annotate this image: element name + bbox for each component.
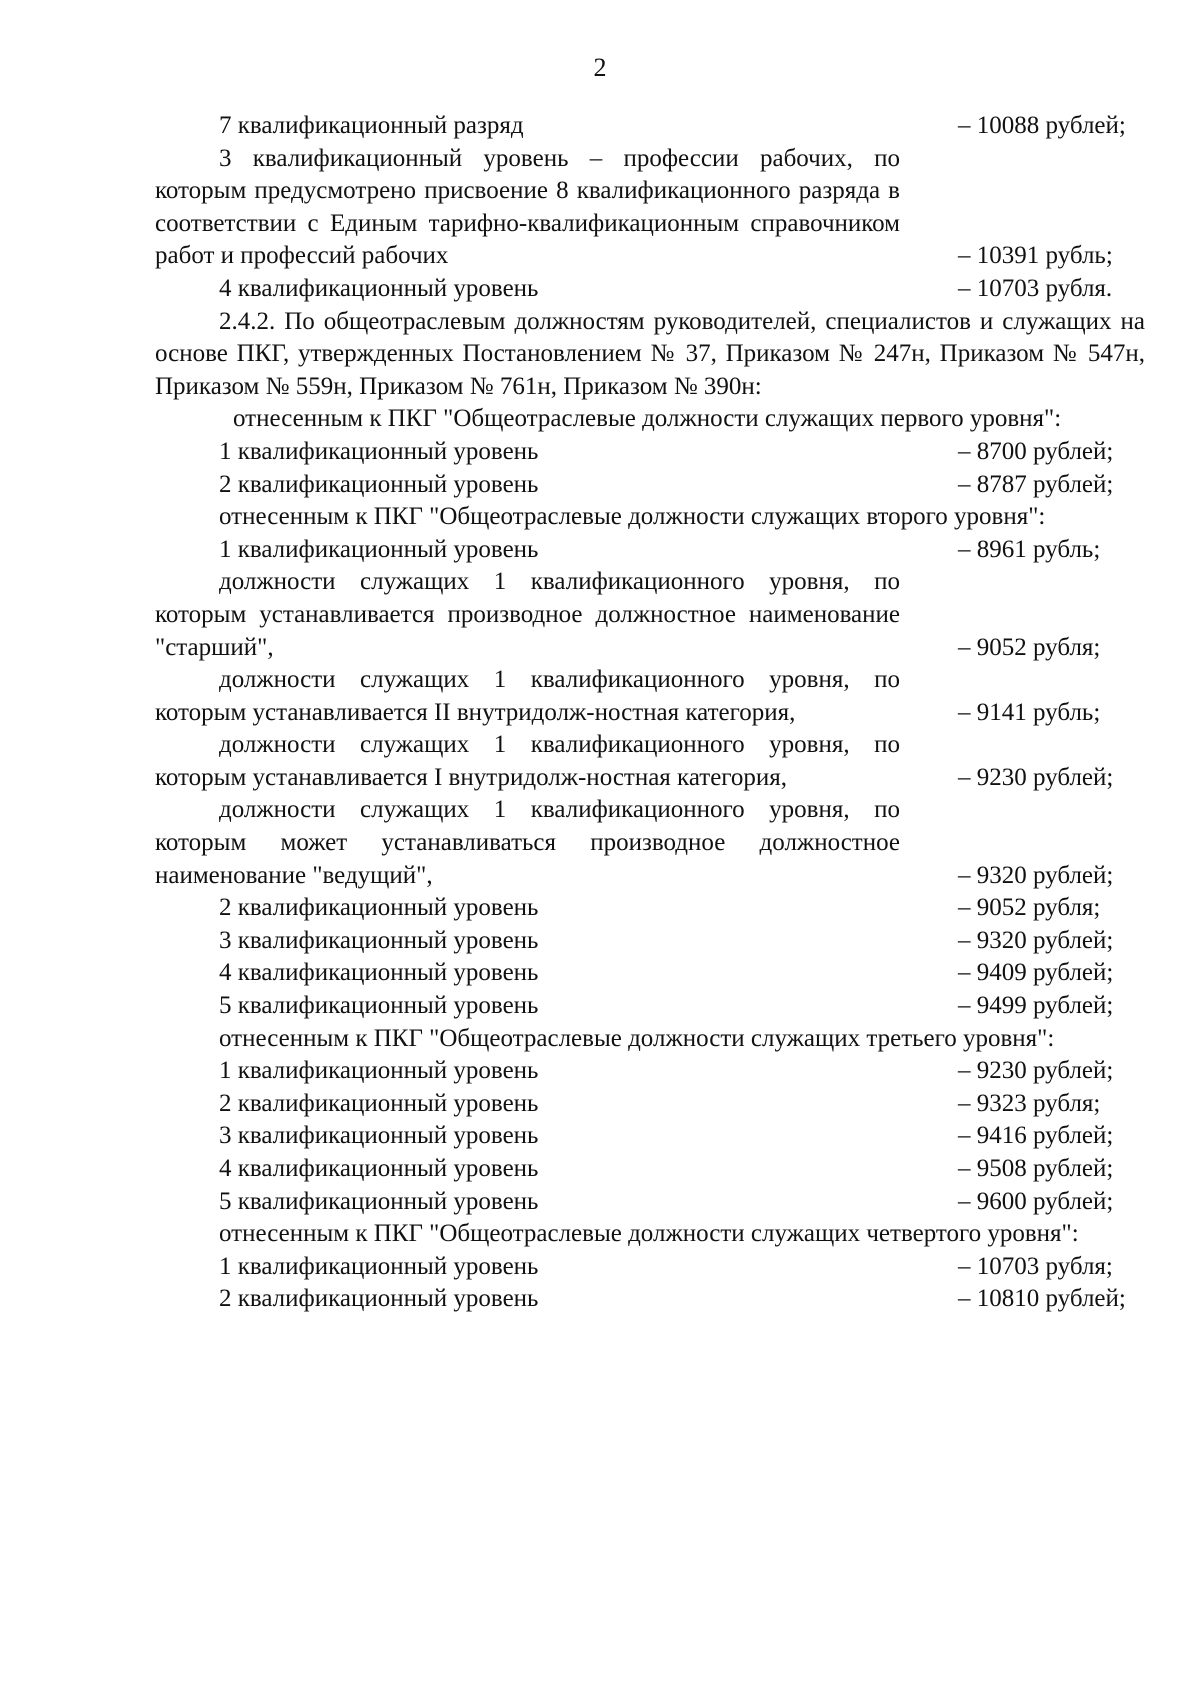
tariff-row-label: 3 квалификационный уровень xyxy=(219,926,539,954)
tariff-row-amount: – 9409 рублей; xyxy=(958,959,1114,987)
tariff-row-label: 3 квалификационный уровень – профессии рабочих, по которым предусмотрено присвоение 8 квалификационного разряда в соответствии с Единым тарифно-квалификационным справочником работ и профессий рабочих xyxy=(155,144,900,270)
tariff-row-label: 2 квалификационный уровень xyxy=(219,1285,539,1313)
section-paragraph: отнесенным к ПКГ "Общеотраслевые должности служащих первого уровня": xyxy=(233,405,1062,433)
tariff-row-amount: – 9416 рублей; xyxy=(958,1122,1114,1150)
tariff-row xyxy=(155,273,1145,306)
tariff-row-label: 1 квалификационный уровень xyxy=(219,1057,539,1085)
tariff-row-label: 2 квалификационный уровень xyxy=(219,894,539,922)
tariff-row xyxy=(155,1055,1145,1088)
tariff-row xyxy=(155,1186,1145,1219)
tariff-row xyxy=(155,143,1145,273)
tariff-row-amount: – 9600 рублей; xyxy=(958,1187,1114,1215)
tariff-row xyxy=(155,566,1145,664)
tariff-row-label: должности служащих 1 квалификационного уровня, по которым устанавливается II внутридолж-ностная категория, xyxy=(155,666,900,726)
tariff-row xyxy=(155,925,1145,958)
tariff-row xyxy=(155,957,1145,990)
tariff-row-label: 2 квалификационный уровень xyxy=(219,1089,539,1117)
tariff-row-label: 5 квалификационный уровень xyxy=(219,1187,539,1215)
tariff-row-label: должности служащих 1 квалификационного уровня, по которым устанавливается производное должностное наименование "старший", xyxy=(155,568,900,661)
tariff-row-amount: – 9499 рублей; xyxy=(958,992,1114,1020)
tariff-row-amount: – 9323 рубля; xyxy=(958,1089,1101,1117)
tariff-row-amount: – 10391 рубль; xyxy=(958,242,1113,270)
tariff-row-label: должности служащих 1 квалификационного уровня, по которым устанавливается I внутридолж-ностная категория, xyxy=(155,731,900,791)
tariff-row xyxy=(155,892,1145,925)
tariff-row-amount: – 8961 рубль; xyxy=(958,535,1101,563)
tariff-row-amount: – 9230 рублей; xyxy=(958,1057,1114,1085)
tariff-row xyxy=(155,436,1145,469)
tariff-row-amount: – 8787 рублей; xyxy=(958,470,1114,498)
tariff-row xyxy=(155,1153,1145,1186)
tariff-row-amount: – 9320 рублей; xyxy=(958,926,1114,954)
tariff-row-label: 5 квалификационный уровень xyxy=(219,992,539,1020)
tariff-row-label: 7 квалификационный разряд xyxy=(219,112,524,139)
tariff-row xyxy=(155,990,1145,1023)
tariff-row-amount: – 9320 рублей; xyxy=(958,861,1114,889)
tariff-row-label: 2 квалификационный уровень xyxy=(219,470,539,498)
tariff-row-amount: – 8700 рублей; xyxy=(958,437,1114,465)
tariff-row-amount: – 9052 рубля; xyxy=(958,894,1101,922)
tariff-row xyxy=(155,1120,1145,1153)
tariff-row-label: должности служащих 1 квалификационного уровня, по которым может устанавливаться производное должностное наименование "ведущий", xyxy=(155,796,900,889)
tariff-row xyxy=(155,1283,1145,1316)
tariff-row xyxy=(155,729,1145,794)
tariff-row-label: 1 квалификационный уровень xyxy=(219,1252,539,1280)
tariff-row xyxy=(155,1088,1145,1121)
tariff-row-amount: – 9508 рублей; xyxy=(958,1155,1114,1182)
tariff-row-amount: – 10703 рубля. xyxy=(958,274,1113,302)
section-paragraph: 2.4.2. По общеотраслевым должностям руководителей, специалистов и служащих на основе ПКГ, утвержденных Постановлением № 37, Приказом № 247н, Приказом № 547н, Приказом № 559н, Приказом № 761н, Приказом № 390н: xyxy=(155,307,1145,400)
section-paragraph: отнесенным к ПКГ "Общеотраслевые должности служащих четвертого уровня": xyxy=(219,1220,1079,1248)
tariff-row xyxy=(155,794,1145,892)
tariff-row xyxy=(155,469,1145,502)
tariff-row-label: 1 квалификационный уровень xyxy=(219,535,539,563)
tariff-row xyxy=(155,534,1145,567)
tariff-row-label: 1 квалификационный уровень xyxy=(219,437,539,465)
tariff-row xyxy=(155,110,1145,143)
page-number: 2 xyxy=(593,53,607,82)
tariff-row-label: 4 квалификационный уровень xyxy=(219,959,539,987)
tariff-row-amount: – 9052 рубля; xyxy=(958,633,1101,661)
tariff-row-amount: – 9141 рубль; xyxy=(958,698,1101,726)
tariff-row-label: 4 квалификационный уровень xyxy=(219,1155,539,1182)
section-paragraph: отнесенным к ПКГ "Общеотраслевые должности служащих второго уровня": xyxy=(219,503,1046,531)
tariff-row-amount: – 9230 рублей; xyxy=(958,763,1114,791)
tariff-row-label: 3 квалификационный уровень xyxy=(219,1122,539,1150)
tariff-row xyxy=(155,664,1145,729)
tariff-row-amount: – 10703 рубля; xyxy=(958,1252,1113,1280)
document-body xyxy=(155,110,1145,1316)
tariff-row-label: 4 квалификационный уровень xyxy=(219,274,539,302)
tariff-row-amount: – 10810 рублей; xyxy=(958,1285,1126,1313)
tariff-row xyxy=(155,1251,1145,1284)
section-paragraph: отнесенным к ПКГ "Общеотраслевые должности служащих третьего уровня": xyxy=(219,1024,1055,1052)
tariff-row-amount: – 10088 рублей; xyxy=(958,112,1126,139)
